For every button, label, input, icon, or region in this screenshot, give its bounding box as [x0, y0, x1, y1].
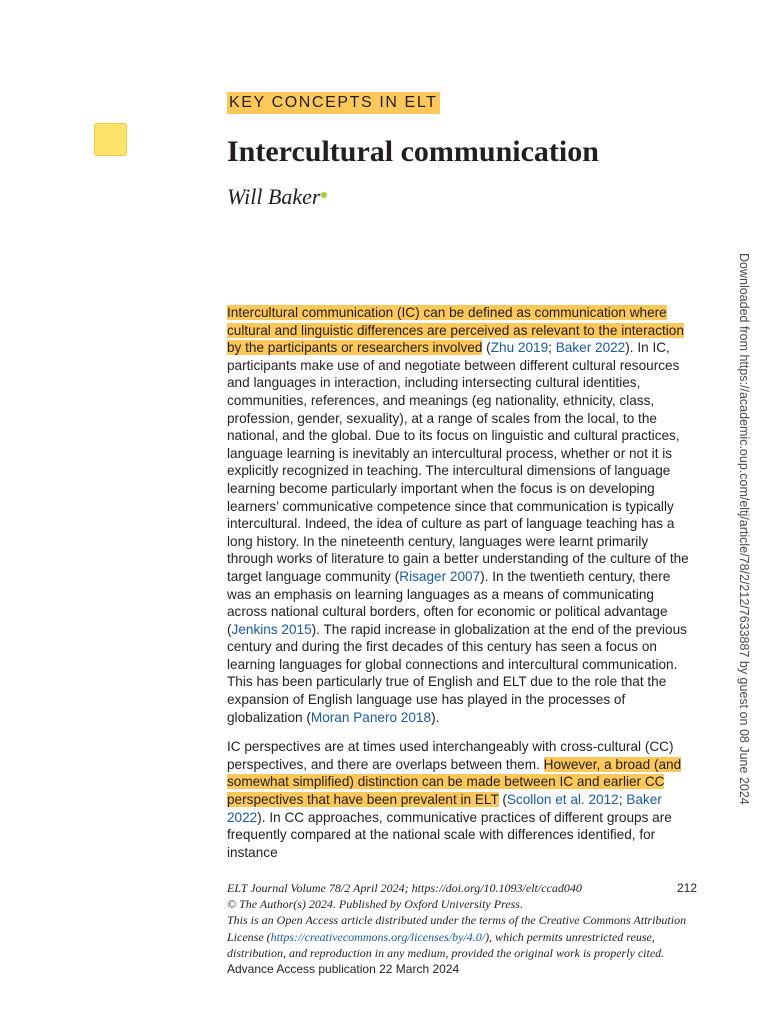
orcid-icon[interactable] [321, 192, 327, 198]
citation-link[interactable]: Jenkins 2015 [231, 621, 312, 637]
license-text-part: This is an Open Access article distributed under the terms of the Creative Commons Attribution License ( [227, 913, 687, 944]
body-text: ( [498, 792, 507, 808]
highlighted-text: However, a broad (and somewhat simplified) distinction can be made between IC and earlier CC perspectives that have been prevalent in ELT [227, 756, 682, 808]
body-text: ). In the twentieth century, there was an emphasis on learning languages as a means of communicating across national cultural borders, often for economic or political advantage ( [227, 568, 671, 637]
yellow-square-icon [94, 123, 127, 156]
highlighted-text: Intercultural communication (IC) can be defined as communication where cultural and linguistic differences are perceived as relevant to the interaction by the participants or researchers involved [227, 305, 684, 356]
body-text: ). In CC approaches, communicative practices of different groups are frequently compared at the national scale with differences identified, for instance [227, 809, 672, 860]
author-name: Will Baker [227, 184, 321, 209]
body-text: ( [482, 340, 491, 356]
page-number: 212 [676, 881, 697, 895]
citation-link[interactable]: Moran Panero 2018 [310, 709, 432, 725]
citation-link[interactable]: Baker 2022 [555, 340, 626, 356]
citation-link[interactable]: Zhu 2019 [490, 340, 549, 356]
download-note: Downloaded from https://academic.oup.com/eltj/article/78/2/212/7633887 by guest on 08 June 2024 [737, 253, 751, 805]
license-text-part: ), which permits unrestricted reuse, distribution, and reproduction in any medium, provided the original work is properly cited. [227, 929, 665, 960]
license-link[interactable]: https://creativecommons.org/licenses/by/4.0/ [270, 929, 486, 944]
author-line [227, 182, 327, 212]
citation-link[interactable]: Scollon et al. 2012 [506, 792, 619, 808]
body-text: ; [618, 792, 627, 808]
section-kicker: KEY CONCEPTS IN ELT [227, 92, 440, 114]
journal-line [227, 880, 697, 896]
citation-link[interactable]: Risager 2007 [399, 568, 481, 584]
body-text: ). The rapid increase in globalization at the end of the previous century and during the first decades of this century has seen a focus on learning languages for global connections and intercultural communication. This has been particularly true of English and ELT due to the role that the expansion of English language use has played in the processes of globalization ( [227, 621, 687, 725]
body-text: IC perspectives are at times used interchangeably with cross-cultural (CC) perspectives, and there are overlaps between them. [227, 739, 674, 772]
body-text: ). In IC, participants make use of and negotiate between different cultural resources and languages in interaction, including intersecting cultural identities, communities, references, and meanings (eg nationality, ethnicity, class, profession, gender, sexuality), at a range of scales from the local, to the national, and the global. Due to its focus on linguistic and cultural practices, language learning is inevitably an intercultural process, whether or not it is explicitly recognized in teaching. The intercultural dimensions of language learning become particularly important when the focus is on developing learners’ communicative competence since that communication is typically intercultural. Indeed, the idea of culture as part of language teaching has a long history. In the nineteenth century, languages were learnt primarily through works of literature to gain a better understanding of the culture of the target language community ( [227, 340, 689, 584]
article-body [227, 304, 697, 873]
body-text: ). [431, 709, 440, 725]
article-title: Intercultural communication [227, 135, 599, 168]
paragraph-1 [227, 304, 697, 726]
body-text: ; [548, 340, 556, 356]
license-text [227, 912, 697, 961]
paragraph-2 [227, 738, 697, 861]
journal-citation: ELT Journal Volume 78/2 April 2024; https://doi.org/10.1093/elt/ccad040 [227, 881, 582, 895]
copyright-line: © The Author(s) 2024. Published by Oxford University Press. [227, 897, 523, 912]
citation-link[interactable]: Baker 2022 [227, 792, 662, 825]
advance-access-line: Advance Access publication 22 March 2024 [227, 962, 460, 977]
article-footer [227, 880, 697, 977]
